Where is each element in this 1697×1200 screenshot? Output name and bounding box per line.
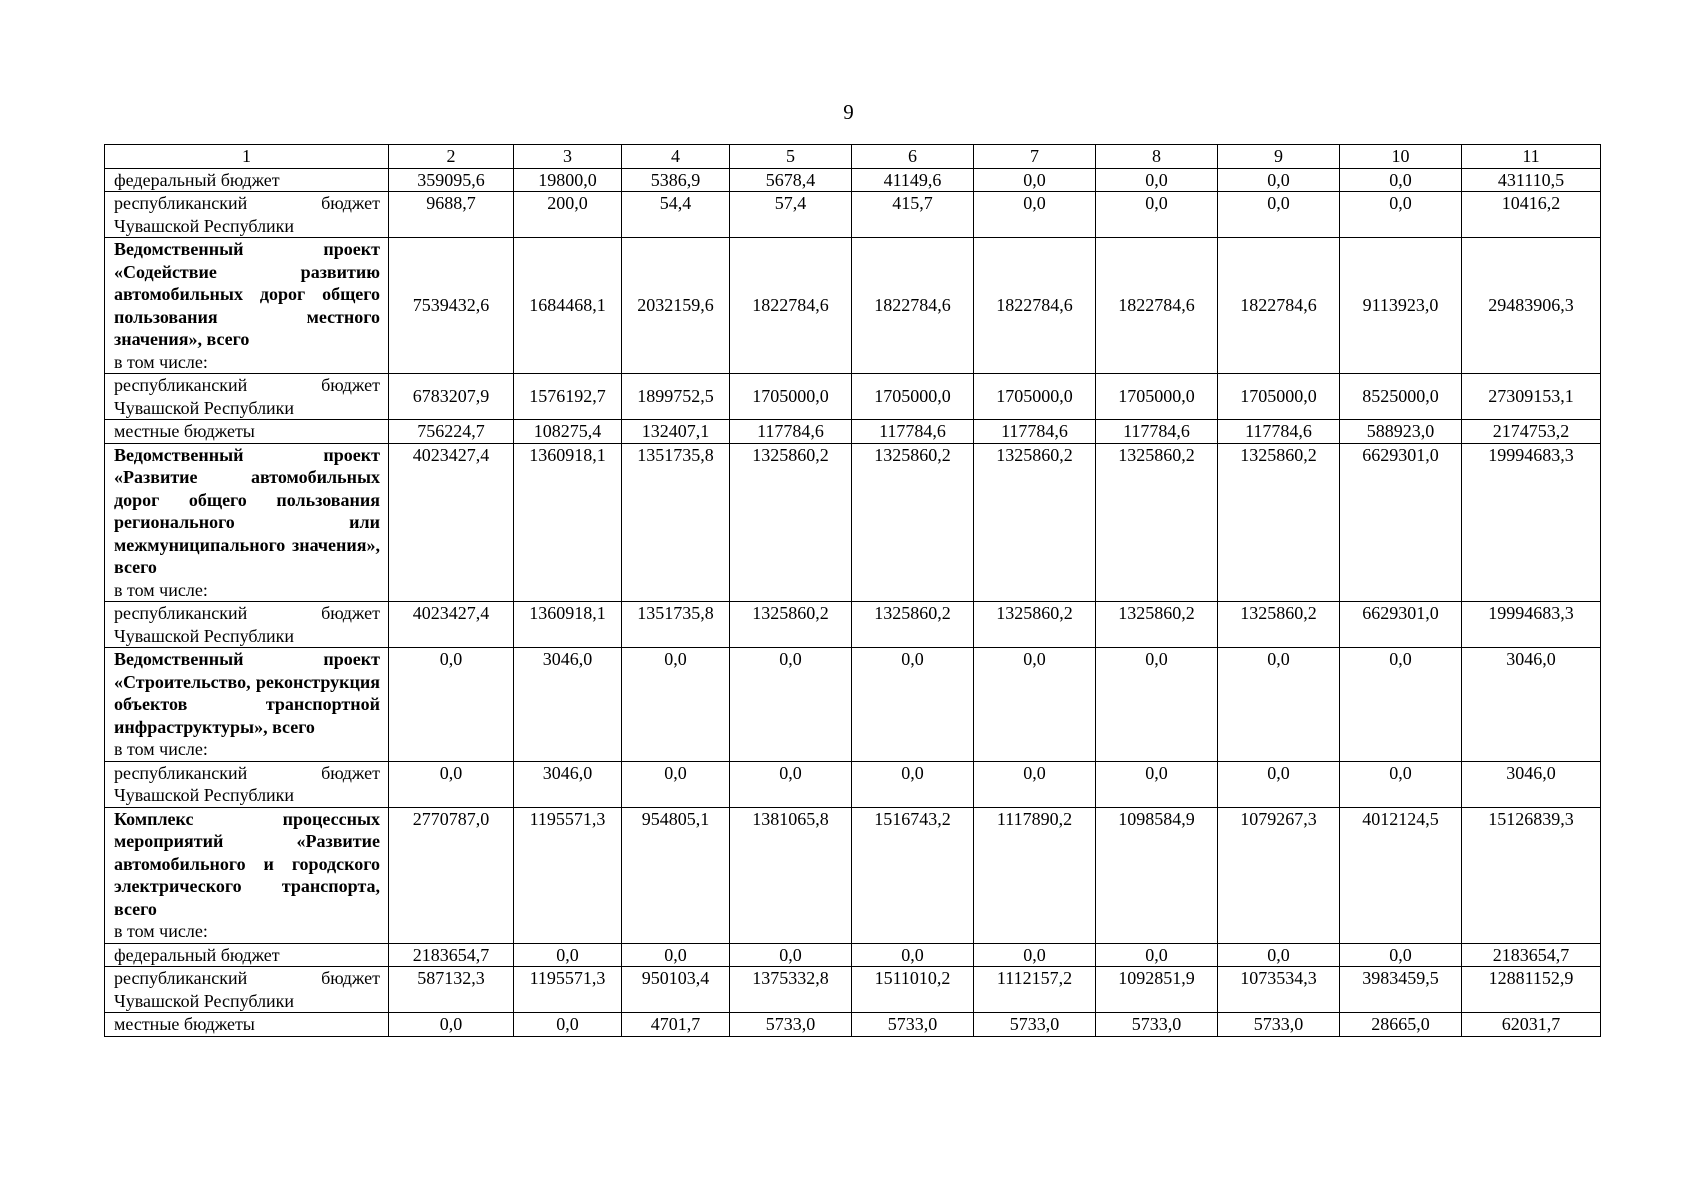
- row-label-text: Ведомственный проект «Строительство, реконструкция объектов транспортной инфраструктуры», всего: [114, 649, 380, 737]
- value-cell: 57,4: [730, 192, 852, 238]
- value-cell: 3983459,5: [1340, 967, 1462, 1013]
- value-cell: 1195571,3: [514, 807, 622, 943]
- row-label: [105, 443, 389, 602]
- row-label: [105, 420, 389, 444]
- value-cell: 1511010,2: [852, 967, 974, 1013]
- value-cell: 2770787,0: [389, 807, 514, 943]
- value-cell: 1822784,6: [974, 238, 1096, 374]
- value-cell: 12881152,9: [1462, 967, 1601, 1013]
- value-cell: 2183654,7: [1462, 943, 1601, 967]
- value-cell: 117784,6: [974, 420, 1096, 444]
- value-cell: 62031,7: [1462, 1013, 1601, 1037]
- row-label-text: республиканский бюджет Чувашской Республики: [114, 968, 380, 1011]
- value-cell: 1325860,2: [1096, 602, 1218, 648]
- value-cell: 0,0: [622, 943, 730, 967]
- value-cell: 5678,4: [730, 168, 852, 192]
- table-header-row: [105, 145, 1601, 169]
- value-cell: 117784,6: [730, 420, 852, 444]
- table-row: [105, 168, 1601, 192]
- value-cell: 1112157,2: [974, 967, 1096, 1013]
- header-cell: 11: [1462, 145, 1601, 169]
- value-cell: 4012124,5: [1340, 807, 1462, 943]
- row-label-text: местные бюджеты: [114, 421, 255, 441]
- value-cell: 54,4: [622, 192, 730, 238]
- value-cell: 1195571,3: [514, 967, 622, 1013]
- row-label-subtext: в том числе:: [114, 739, 208, 759]
- value-cell: 1325860,2: [1218, 443, 1340, 602]
- value-cell: 0,0: [1096, 648, 1218, 762]
- value-cell: 0,0: [1340, 192, 1462, 238]
- table-row: [105, 374, 1601, 420]
- value-cell: 587132,3: [389, 967, 514, 1013]
- value-cell: 0,0: [1340, 168, 1462, 192]
- value-cell: 6629301,0: [1340, 443, 1462, 602]
- value-cell: 0,0: [852, 943, 974, 967]
- value-cell: 0,0: [1340, 761, 1462, 807]
- value-cell: 28665,0: [1340, 1013, 1462, 1037]
- value-cell: 1899752,5: [622, 374, 730, 420]
- value-cell: 0,0: [974, 648, 1096, 762]
- value-cell: 9113923,0: [1340, 238, 1462, 374]
- value-cell: 0,0: [1096, 761, 1218, 807]
- value-cell: 1684468,1: [514, 238, 622, 374]
- value-cell: 1822784,6: [1218, 238, 1340, 374]
- value-cell: 0,0: [1096, 943, 1218, 967]
- value-cell: 1073534,3: [1218, 967, 1340, 1013]
- value-cell: 0,0: [622, 761, 730, 807]
- header-cell: 3: [514, 145, 622, 169]
- value-cell: 108275,4: [514, 420, 622, 444]
- value-cell: 117784,6: [1218, 420, 1340, 444]
- value-cell: 0,0: [974, 943, 1096, 967]
- value-cell: 1375332,8: [730, 967, 852, 1013]
- row-label: [105, 807, 389, 943]
- table-row: [105, 420, 1601, 444]
- table-row: [105, 943, 1601, 967]
- table-row: [105, 648, 1601, 762]
- value-cell: 1822784,6: [852, 238, 974, 374]
- value-cell: 1092851,9: [1096, 967, 1218, 1013]
- value-cell: 10416,2: [1462, 192, 1601, 238]
- value-cell: 954805,1: [622, 807, 730, 943]
- value-cell: 1516743,2: [852, 807, 974, 943]
- table-body: [105, 145, 1601, 1037]
- row-label-text: федеральный бюджет: [114, 944, 280, 965]
- value-cell: 19994683,3: [1462, 602, 1601, 648]
- table-row: [105, 238, 1601, 374]
- value-cell: 0,0: [1218, 192, 1340, 238]
- value-cell: 1822784,6: [1096, 238, 1218, 374]
- row-label-subtext: в том числе:: [114, 921, 208, 941]
- row-label: [105, 648, 389, 762]
- value-cell: 0,0: [514, 943, 622, 967]
- value-cell: 0,0: [389, 1013, 514, 1037]
- table-row: [105, 192, 1601, 238]
- value-cell: 1360918,1: [514, 602, 622, 648]
- value-cell: 0,0: [1340, 648, 1462, 762]
- value-cell: 29483906,3: [1462, 238, 1601, 374]
- value-cell: 3046,0: [1462, 648, 1601, 762]
- value-cell: 3046,0: [514, 761, 622, 807]
- value-cell: 4023427,4: [389, 443, 514, 602]
- value-cell: 1705000,0: [852, 374, 974, 420]
- row-label-text: республиканский бюджет Чувашской Республики: [114, 193, 380, 236]
- value-cell: 2183654,7: [389, 943, 514, 967]
- row-label-text: республиканский бюджет Чувашской Республики: [114, 762, 380, 805]
- row-label: [105, 374, 389, 420]
- value-cell: 0,0: [1096, 168, 1218, 192]
- row-label: [105, 943, 389, 967]
- value-cell: 415,7: [852, 192, 974, 238]
- table-row: [105, 761, 1601, 807]
- value-cell: 1325860,2: [974, 602, 1096, 648]
- value-cell: 8525000,0: [1340, 374, 1462, 420]
- value-cell: 1351735,8: [622, 443, 730, 602]
- value-cell: 0,0: [730, 648, 852, 762]
- value-cell: 117784,6: [852, 420, 974, 444]
- row-label-text: Комплекс процессных мероприятий «Развитие автомобильного и городского электрического транспорта, всего: [114, 808, 380, 919]
- value-cell: 1117890,2: [974, 807, 1096, 943]
- row-label: [105, 168, 389, 192]
- budget-table: [104, 144, 1601, 1037]
- header-cell: 8: [1096, 145, 1218, 169]
- value-cell: 0,0: [730, 943, 852, 967]
- value-cell: 1079267,3: [1218, 807, 1340, 943]
- value-cell: 0,0: [974, 168, 1096, 192]
- value-cell: 1381065,8: [730, 807, 852, 943]
- value-cell: 0,0: [852, 648, 974, 762]
- table-row: [105, 602, 1601, 648]
- row-label: [105, 967, 389, 1013]
- value-cell: 9688,7: [389, 192, 514, 238]
- value-cell: 0,0: [622, 648, 730, 762]
- value-cell: 41149,6: [852, 168, 974, 192]
- header-cell: 4: [622, 145, 730, 169]
- value-cell: 1325860,2: [1218, 602, 1340, 648]
- value-cell: 0,0: [1218, 761, 1340, 807]
- value-cell: 6629301,0: [1340, 602, 1462, 648]
- value-cell: 1325860,2: [730, 602, 852, 648]
- value-cell: 1325860,2: [974, 443, 1096, 602]
- table-row: [105, 1013, 1601, 1037]
- value-cell: 4023427,4: [389, 602, 514, 648]
- row-label-text: федеральный бюджет: [114, 169, 280, 190]
- value-cell: 0,0: [1218, 943, 1340, 967]
- value-cell: 1705000,0: [974, 374, 1096, 420]
- value-cell: 0,0: [852, 761, 974, 807]
- value-cell: 0,0: [1340, 943, 1462, 967]
- value-cell: 1705000,0: [730, 374, 852, 420]
- value-cell: 5733,0: [1218, 1013, 1340, 1037]
- value-cell: 117784,6: [1096, 420, 1218, 444]
- value-cell: 132407,1: [622, 420, 730, 444]
- value-cell: 15126839,3: [1462, 807, 1601, 943]
- header-cell: 1: [105, 145, 389, 169]
- value-cell: 1325860,2: [852, 443, 974, 602]
- value-cell: 5386,9: [622, 168, 730, 192]
- table-row: [105, 807, 1601, 943]
- value-cell: 950103,4: [622, 967, 730, 1013]
- row-label: [105, 602, 389, 648]
- value-cell: 0,0: [1218, 168, 1340, 192]
- value-cell: 1325860,2: [730, 443, 852, 602]
- value-cell: 0,0: [389, 761, 514, 807]
- value-cell: 756224,7: [389, 420, 514, 444]
- row-label-text: Ведомственный проект «Развитие автомобильных дорог общего пользования регионального или межмуниципального значения», всего: [114, 444, 380, 577]
- row-label-text: местные бюджеты: [114, 1014, 255, 1034]
- value-cell: 1325860,2: [1096, 443, 1218, 602]
- value-cell: 431110,5: [1462, 168, 1601, 192]
- page-number: 9: [843, 100, 854, 124]
- row-label-text: республиканский бюджет Чувашской Республики: [114, 603, 380, 646]
- value-cell: 1098584,9: [1096, 807, 1218, 943]
- value-cell: 6783207,9: [389, 374, 514, 420]
- value-cell: 1822784,6: [730, 238, 852, 374]
- value-cell: 0,0: [389, 648, 514, 762]
- value-cell: 19994683,3: [1462, 443, 1601, 602]
- value-cell: 1705000,0: [1218, 374, 1340, 420]
- value-cell: 1705000,0: [1096, 374, 1218, 420]
- table-row: [105, 967, 1601, 1013]
- value-cell: 19800,0: [514, 168, 622, 192]
- value-cell: 1351735,8: [622, 602, 730, 648]
- row-label: [105, 192, 389, 238]
- value-cell: 588923,0: [1340, 420, 1462, 444]
- header-cell: 7: [974, 145, 1096, 169]
- value-cell: 0,0: [1096, 192, 1218, 238]
- value-cell: 5733,0: [974, 1013, 1096, 1037]
- header-cell: 9: [1218, 145, 1340, 169]
- header-cell: 10: [1340, 145, 1462, 169]
- value-cell: 5733,0: [852, 1013, 974, 1037]
- row-label-subtext: в том числе:: [114, 579, 208, 600]
- row-label: [105, 1013, 389, 1037]
- value-cell: 0,0: [730, 761, 852, 807]
- value-cell: 0,0: [1218, 648, 1340, 762]
- value-cell: 2174753,2: [1462, 420, 1601, 444]
- value-cell: 5733,0: [1096, 1013, 1218, 1037]
- row-label-text: Ведомственный проект «Содействие развитию автомобильных дорог общего пользования местного значения», всего: [114, 239, 380, 349]
- value-cell: 1576192,7: [514, 374, 622, 420]
- row-label: [105, 238, 389, 374]
- value-cell: 27309153,1: [1462, 374, 1601, 420]
- value-cell: 0,0: [974, 192, 1096, 238]
- header-cell: 5: [730, 145, 852, 169]
- table-row: [105, 443, 1601, 602]
- value-cell: 3046,0: [1462, 761, 1601, 807]
- value-cell: 200,0: [514, 192, 622, 238]
- value-cell: 7539432,6: [389, 238, 514, 374]
- value-cell: 4701,7: [622, 1013, 730, 1037]
- value-cell: 3046,0: [514, 648, 622, 762]
- value-cell: 0,0: [514, 1013, 622, 1037]
- value-cell: 5733,0: [730, 1013, 852, 1037]
- header-cell: 2: [389, 145, 514, 169]
- row-label-text: республиканский бюджет Чувашской Республики: [114, 375, 380, 418]
- row-label-subtext: в том числе:: [114, 351, 208, 372]
- header-cell: 6: [852, 145, 974, 169]
- value-cell: 1325860,2: [852, 602, 974, 648]
- value-cell: 0,0: [974, 761, 1096, 807]
- value-cell: 359095,6: [389, 168, 514, 192]
- value-cell: 2032159,6: [622, 238, 730, 374]
- value-cell: 1360918,1: [514, 443, 622, 602]
- row-label: [105, 761, 389, 807]
